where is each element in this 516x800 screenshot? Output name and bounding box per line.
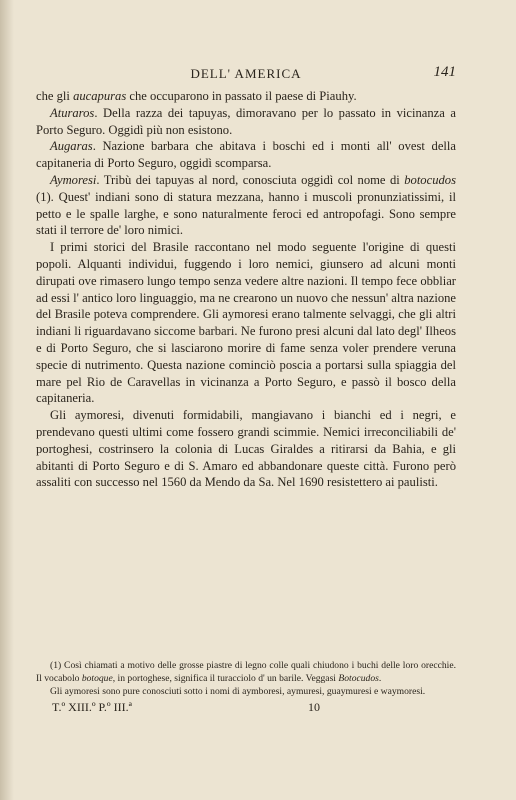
paragraph (36, 88, 456, 105)
paragraph (36, 239, 456, 407)
italic-term: Botocudos (338, 673, 379, 684)
text-run: . Nazione barbara che abitava i boschi ed i monti all' ovest della capitaneria di Porto Seguro, oggidì scomparsa. (36, 139, 456, 171)
footnotes (36, 659, 456, 698)
main-text (36, 88, 456, 491)
text-run: (1). Quest' indiani sono di statura mezzana, hanno i muscoli pronunziatissimi, il petto e le spalle larghe, e sono naturalmente feroci ed antropofagi. Sono sempre stati il terrore de' loro nimici. (36, 189, 456, 238)
text-run: che gli (36, 89, 74, 103)
page-number: 141 (433, 64, 456, 80)
paragraph (36, 105, 456, 139)
italic-term: aucapuras (73, 89, 127, 103)
gathering-number: 10 (308, 700, 320, 714)
paragraph (36, 138, 456, 172)
text-run: Gli aymoresi, divenuti formidabili, mangiavano i bianchi ed i negri, e prendevano questi ultimi come fossero grandi scimmie. Nemici irreconciliabili de' portoghesi, costrinsero la colonia di Lucas Giraldes a ritirarsi da Bahia, e gli abitanti di Porto Seguro e di S. Amaro ed abbandonare queste città. Furono però assaliti con successo nel 1560 da Mendo da Sa. Nel 1690 resistettero ai paulisti. (36, 408, 456, 490)
signature-mark: T.º XIII.º P.º III.ª (52, 700, 132, 714)
italic-term: Aturaros (50, 105, 95, 120)
running-title: DELL' AMERICA (190, 66, 302, 81)
italic-term: botocudos (404, 172, 456, 187)
text-run: . (378, 673, 382, 684)
text-run: , in portoghese, significa il turacciolo d' un barile. Veggasi (112, 673, 339, 684)
footnote (36, 659, 456, 685)
text-run: che occuparono in passato il paese di Piauhy. (126, 89, 357, 103)
italic-term: botoque (81, 673, 113, 684)
footnote (36, 685, 456, 698)
text-run: I primi storici del Brasile raccontano nel modo seguente l'origine di questi popoli. Alquanti individui, fuggendo i loro nemici, giunsero ad alcuni monti dirupati ove rimasero lungo tempo senza vedere altre nazioni. Il tempo fece obbliar ad essi l' antico loro linguaggio, ma ne crearono un nuovo che nessun' altra nazione del Brasile poteva comprendere. Gli aymoresi erano talmente selvaggi, che gli altri indiani li riguardavano siccome barbari. Ne furono presi alcuni dal lato degl' Ilheos e di Porto Seguro, che si lasciarono morire di fame senza voler prendere veruna specie di nutrimento. Questa nazione cominciò poscia a portarsi sulla spiaggia del mare pel Rio de Caravellas in vicinanza a Porto Seguro, e passò il bosco della capitaneria. (36, 240, 456, 406)
paragraph (36, 172, 456, 239)
page-gutter-shadow (0, 0, 14, 800)
text-run: Gli aymoresi sono pure conosciuti sotto i nomi di aymboresi, aymuresi, guaymuresi e waymoresi. (50, 686, 426, 697)
running-header (36, 66, 456, 84)
page-footer (40, 700, 460, 716)
italic-term: Augaras (50, 139, 93, 154)
text-run: . Della razza dei tapuyas, dimoravano per lo passato in vicinanza a Porto Seguro. Oggidì più non esistono. (36, 105, 456, 137)
italic-term: Aymoresi (50, 172, 97, 187)
text-run: . Tribù dei tapuyas al nord, conosciuta oggidì col nome di (96, 172, 405, 187)
paragraph (36, 407, 456, 491)
text-run: (1) Così chiamati a motivo delle grosse piastre di legno colle quali chiudono i buchi delle loro orecchie. Il vocabolo (36, 660, 456, 684)
